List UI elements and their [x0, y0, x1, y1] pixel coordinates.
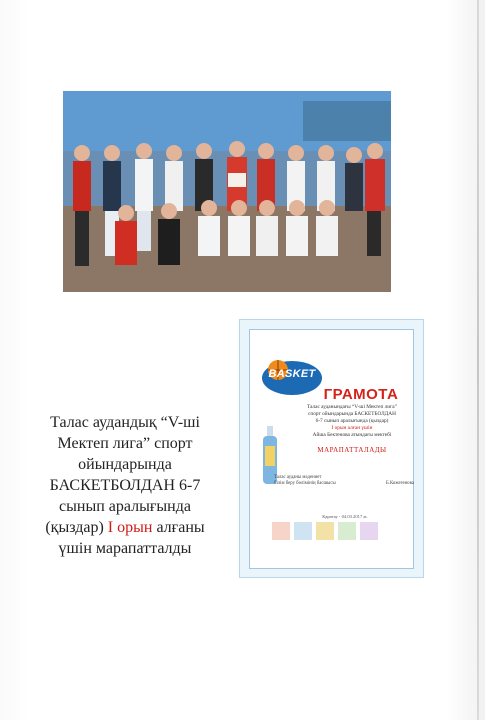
caption-line: ойындарында [78, 456, 172, 473]
certificate-text: 6-7 сынып аралығында (қыздар) [315, 418, 389, 424]
team-photo [63, 91, 391, 292]
caption-line: Талас аудандық “V-ші [50, 414, 200, 431]
certificate-title: ГРАМОТА [323, 386, 399, 403]
certificate-school: Айша Бектенова атындағы мектебі [312, 432, 392, 438]
caption-line: үшін марапатталды [58, 540, 192, 557]
caption-place: I орын [107, 519, 153, 536]
certificate-body [287, 404, 417, 439]
caption-text: (қыздар) [45, 519, 108, 536]
certificate-signature [274, 475, 414, 487]
logo-text: BASKET [268, 368, 316, 380]
certificate-honor: МАРАПАТТАЛАДЫ [317, 446, 387, 454]
caption-line: сынып аралығында [59, 498, 191, 515]
award-caption [30, 412, 220, 559]
scan-edge [477, 0, 479, 720]
signer-name: Б.Кожегенова [386, 481, 414, 486]
certificate-text: спорт ойындарында БАСКЕТБОЛДАН [308, 411, 396, 417]
certificate-text: Талас ауданындағы “V-ші Мектеп лига” [307, 404, 397, 410]
signature-line: Талас ауданы мәдениет [274, 475, 322, 480]
caption-line: Мектеп лига” спорт [57, 435, 193, 452]
certificate-image [239, 319, 424, 578]
caption-text: алғаны [152, 519, 205, 536]
certificate-place: I орын алған үшін [331, 425, 373, 431]
certificate-date: Қаратау - 04.03.2017 ж. [322, 514, 368, 519]
team-photo-illustration [63, 91, 391, 292]
certificate-frame [249, 329, 414, 569]
caption-line: БАСКЕТБОЛДАН 6-7 [49, 477, 201, 494]
signature-line: білім беру бөлімінің басшысы [274, 481, 336, 486]
sports-icons-strip [272, 520, 392, 560]
caption-line [30, 517, 220, 538]
